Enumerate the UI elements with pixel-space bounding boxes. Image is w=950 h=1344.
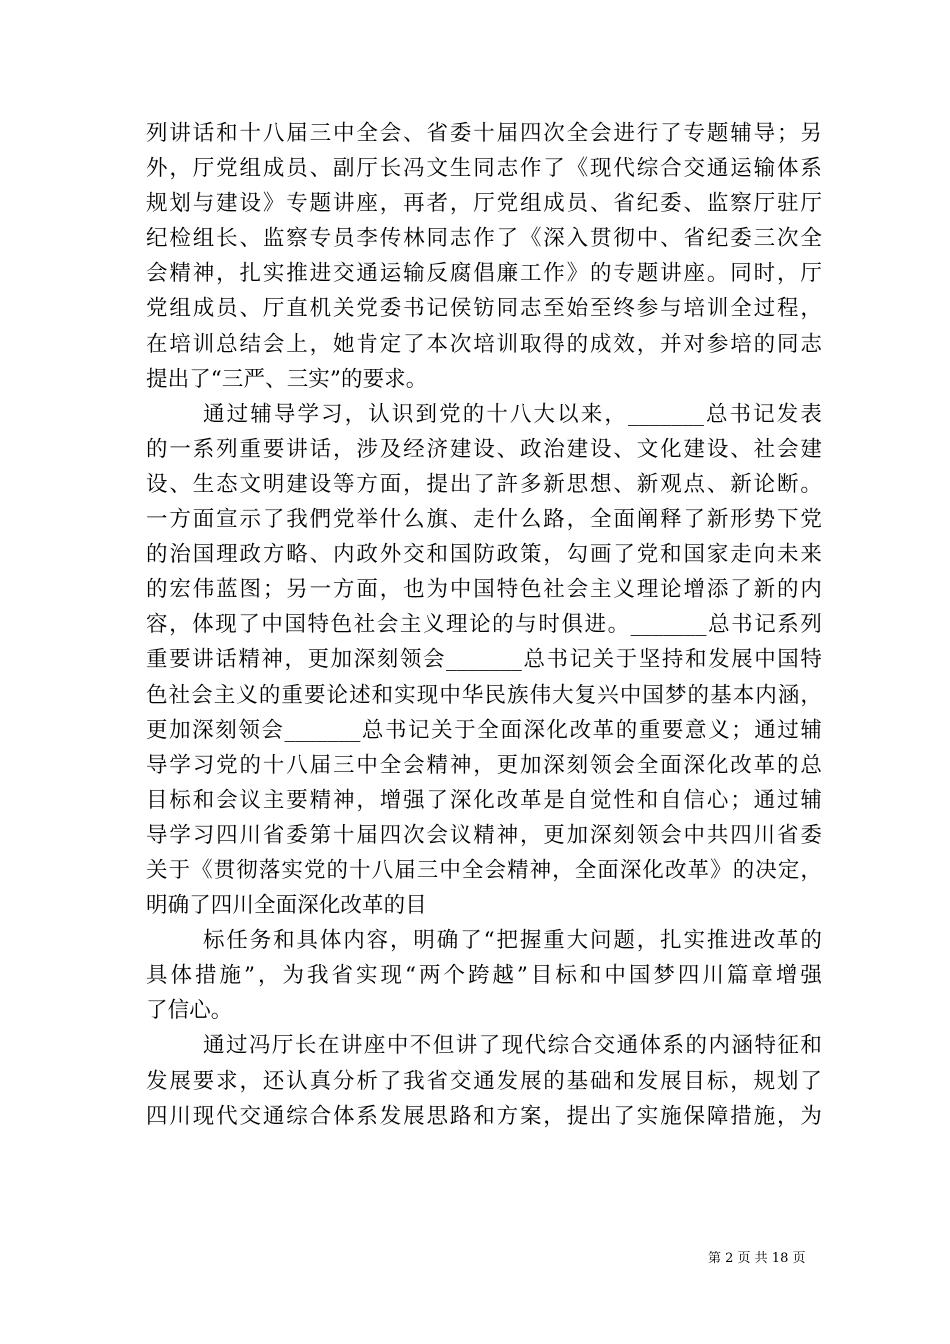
text-line: 容，体现了中国特色社会主义理论的与时俱进。_______总书记系列 [146,612,822,638]
text-line: 的治国理政方略、内政外交和国防政策，勾画了党和国家走向未来 [146,542,822,568]
body-text [146,116,822,1134]
text-line: 明确了四川全面深化改革的目 [146,893,427,919]
text-line: 通过冯厅长在讲座中不但讲了现代综合交通体系的内涵特征和 [203,1033,822,1059]
text-line: 列讲话和十八届三中全会、省委十届四次全会进行了专题辅导；另 [146,121,822,146]
text-line: 党组成员、厅直机关党委书记侯钫同志至始至终参与培训全过程， [146,296,822,322]
text-line: 的一系列重要讲话，涉及经济建设、政治建设、文化建设、社会建 [146,436,822,462]
text-line: 外，厅党组成员、副厅长冯文生同志作了《现代综合交通运输体系 [146,156,822,182]
text-line: 的宏伟蓝图；另一方面，也为中国特色社会主义理论增添了新的内 [146,577,822,603]
text-line: 了信心。 [146,998,233,1024]
text-line: 提出了“三严、三实”的要求。 [146,366,428,392]
text-line: 纪检组长、监察专员李传林同志作了《深入贯彻中、省纪委三次全 [146,226,822,252]
text-line: 关于《贯彻落实党的十八届三中全会精神，全面深化改革》的决定， [146,857,822,883]
text-line: 通过辅导学习，认识到党的十八大以来，_______总书记发表 [203,401,822,427]
text-line: 发展要求，还认真分析了我省交通发展的基础和发展目标，规划了 [146,1068,822,1094]
text-line: 导学习党的十八届三中全会精神，更加深刻领会全面深化改革的总 [146,752,822,778]
text-line: 更加深刻领会_______总书记关于全面深化改革的重要意义；通过辅 [146,717,822,743]
text-line: 具体措施”，为我省实现“两个跨越”目标和中国梦四川篇章增强 [146,963,822,989]
text-line: 设、生态文明建设等方面，提出了許多新思想、新观点、新论断。 [146,471,822,497]
text-line: 四川现代交通综合体系发展思路和方案，提出了实施保障措施，为 [146,1103,822,1129]
text-line: 在培训总结会上，她肯定了本次培训取得的成效，并对参培的同志 [146,331,822,357]
text-line: 色社会主义的重要论述和实现中华民族伟大复兴中国梦的基本内涵， [146,682,822,708]
text-line: 会精神，扎实推进交通运输反腐倡廉工作》的专题讲座。同时，厅 [146,261,822,287]
text-line: 一方面宣示了我們党举什么旗、走什么路，全面阐释了新形势下党 [146,507,822,533]
text-line: 标任务和具体内容，明确了“把握重大问题，扎实推进改革的 [203,928,822,954]
text-line: 导学习四川省委第十届四次会议精神，更加深刻领会中共四川省委 [146,822,822,848]
page-number-footer: 第 2 页 共 18 页 [708,1251,806,1266]
text-line: 目标和会议主要精神，增强了深化改革是自觉性和自信心；通过辅 [146,787,822,813]
text-line: 规划与建设》专题讲座，再者，厅党组成员、省纪委、监察厅驻厅 [146,191,822,217]
text-line: 重要讲话精神，更加深刻领会_______总书记关于坚持和发展中国特 [146,647,822,673]
